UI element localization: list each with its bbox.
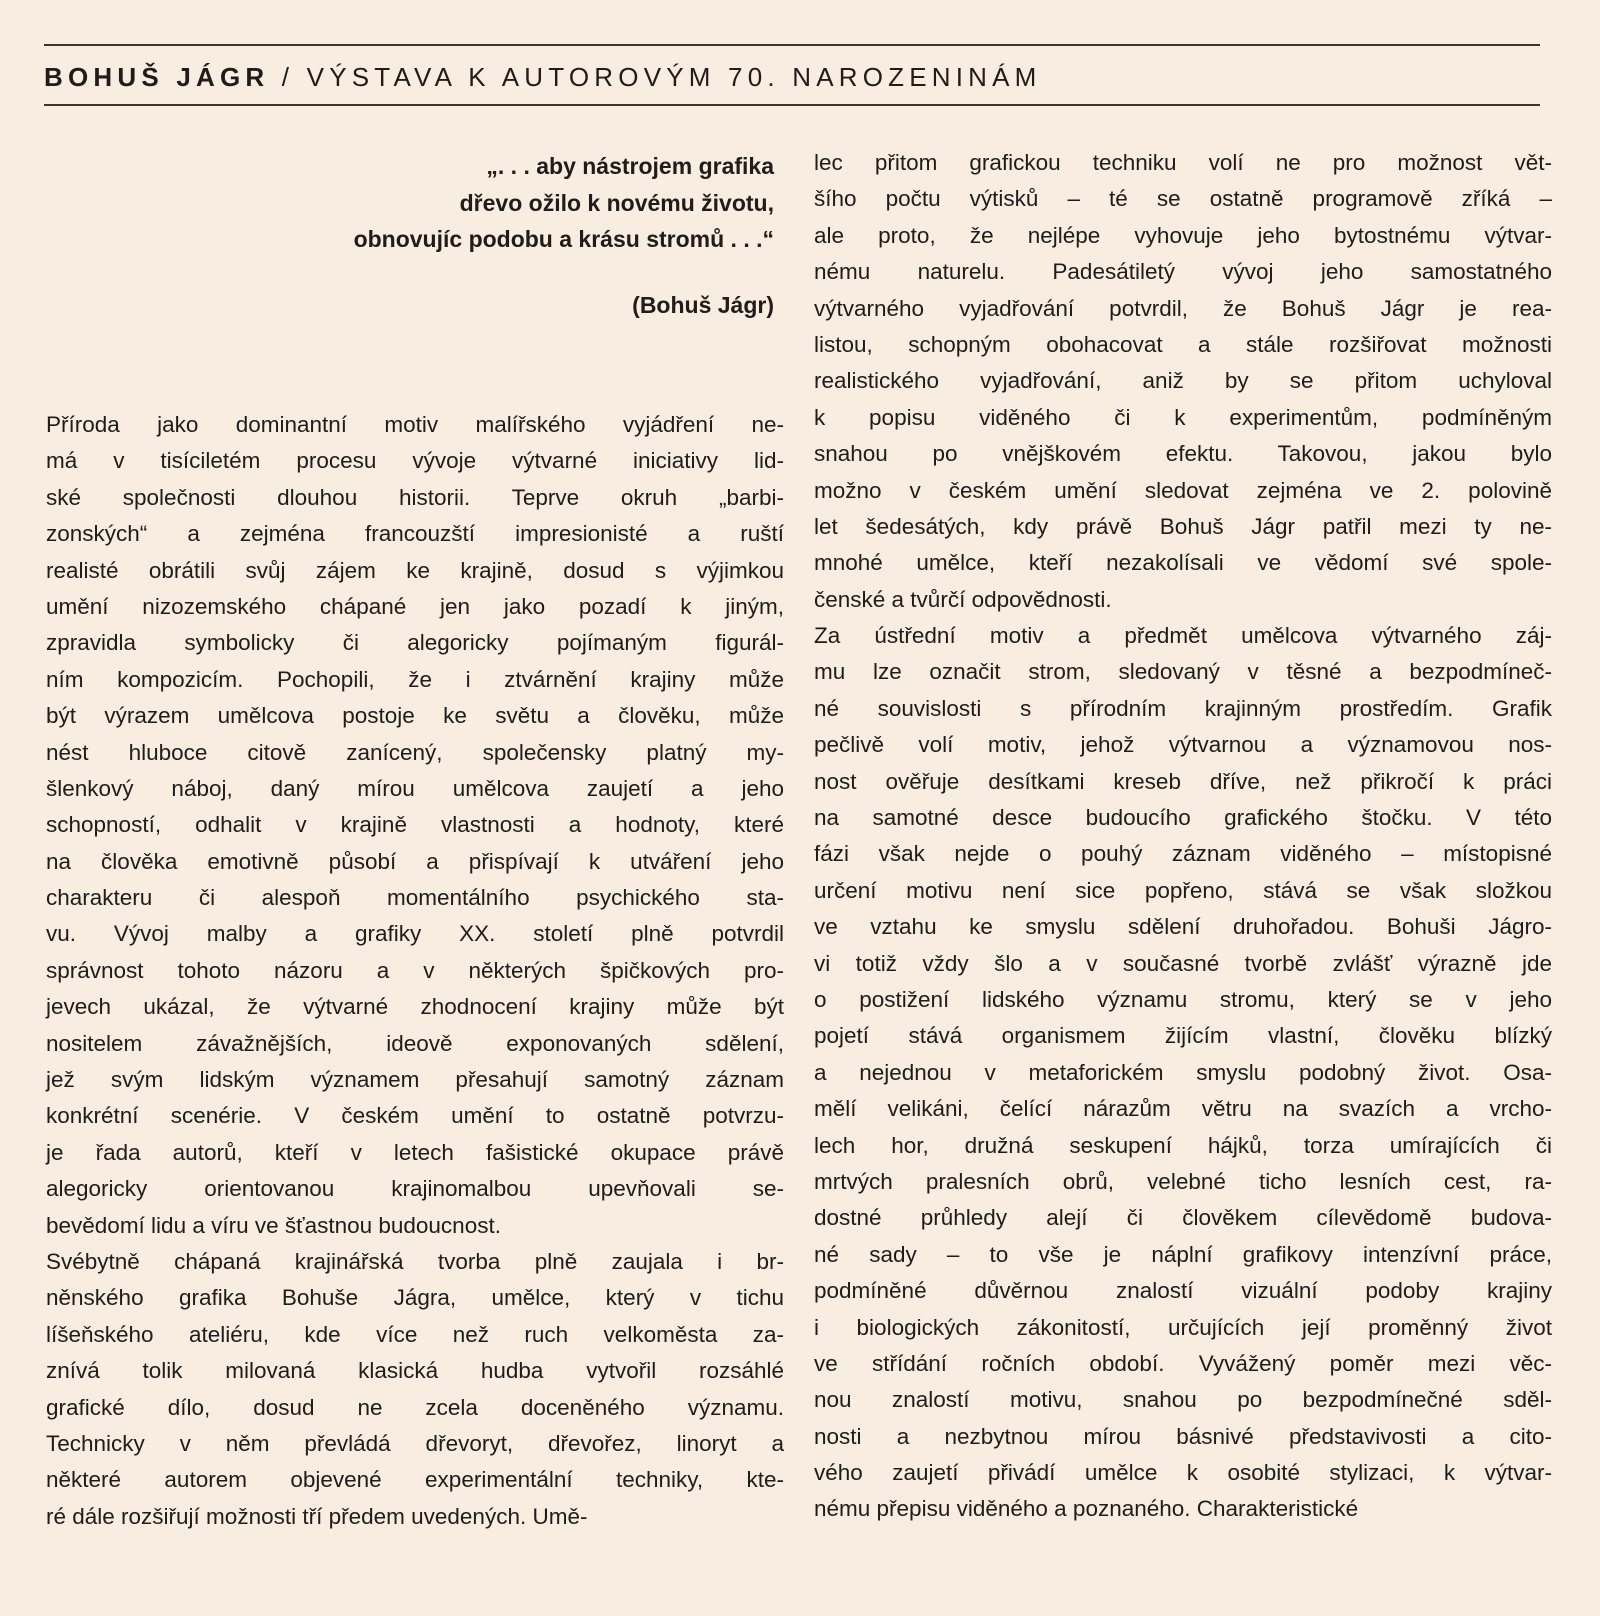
quote-line: obnovujíc podobu a krásu stromů . . .“ bbox=[353, 226, 774, 252]
text-line: snahou po vnějškovém efektu. Takovou, jakou bylo bbox=[814, 441, 1552, 467]
header-rule-top bbox=[44, 44, 1540, 46]
text-line: na člověka emotivně působí a přispívají k utváření jeho bbox=[46, 848, 784, 874]
quote-attribution: (Bohuš Jágr) bbox=[632, 292, 774, 318]
text-line: šího počtu výtisků – té se ostatně programově zříká – bbox=[814, 186, 1552, 212]
text-line: mělí velikáni, čelící nárazům větru na svazích a vrcho- bbox=[814, 1096, 1552, 1122]
text-line: né sady – to vše je náplní grafikovy intenzívní práce, bbox=[814, 1241, 1552, 1267]
text-line: nosti a nezbytnou mírou básnivé představivosti a cito- bbox=[814, 1423, 1552, 1449]
text-line: fázi však nejde o pouhý záznam viděného – místopisné bbox=[814, 841, 1552, 867]
text-line: listou, schopným obohacovat a stále rozšiřovat možnosti bbox=[814, 331, 1552, 357]
text-line: a nejednou v metaforickém smyslu podobný život. Osa- bbox=[814, 1059, 1552, 1085]
text-line: ré dále rozšiřují možnosti tří předem uvedených. Umě- bbox=[46, 1503, 588, 1529]
text-line: ské společnosti dlouhou historii. Teprve okruh „barbi- bbox=[46, 484, 784, 510]
title-author: BOHUŠ JÁGR bbox=[44, 62, 270, 92]
paragraph bbox=[814, 618, 1552, 1528]
text-line: být výrazem umělcova postoje ke světu a člověku, může bbox=[46, 703, 784, 729]
text-line: nést hluboce citově zanícený, společensky platný my- bbox=[46, 739, 784, 765]
quote-line: dřevo ožilo k novému životu, bbox=[459, 189, 774, 216]
text-line: možno v českém umění sledovat zejména ve 2. polovině bbox=[814, 477, 1552, 503]
header-rule-bottom bbox=[44, 104, 1540, 106]
text-line: znívá tolik milovaná klasická hudba vytvořil rozsáhlé bbox=[46, 1358, 784, 1384]
text-line: ve střídání ročních období. Vyvážený poměr mezi věc- bbox=[814, 1350, 1552, 1376]
text-line: dostné průhledy alejí či člověkem cílevědomě budova- bbox=[814, 1205, 1552, 1231]
title-subtitle: VÝSTAVA K AUTOROVÝM 70. NAROZENINÁM bbox=[306, 62, 1042, 92]
text-line: na samotné desce budoucího grafického štočku. V této bbox=[814, 805, 1552, 831]
text-line: let šedesátých, kdy právě Bohuš Jágr patřil mezi ty ne- bbox=[814, 513, 1552, 539]
text-line: vi totiž vždy šlo a v současné tvorbě zvlášť výrazně jde bbox=[814, 950, 1552, 976]
text-line: umění nizozemského chápané jen jako pozadí k jiným, bbox=[46, 593, 784, 619]
paragraph bbox=[814, 145, 1552, 618]
text-line: šlenkový náboj, daný mírou umělcova zaujetí a jeho bbox=[46, 775, 784, 801]
text-line: některé autorem objevené experimentální techniky, kte- bbox=[46, 1467, 784, 1493]
text-line: né souvislosti s přírodním krajinným prostředím. Grafik bbox=[814, 695, 1552, 721]
text-line: Za ústřední motiv a předmět umělcova výtvarného záj- bbox=[814, 623, 1552, 649]
text-line: jevech ukázal, že výtvarné zhodnocení krajiny může být bbox=[46, 994, 784, 1020]
text-line: vého zaujetí přivádí umělce k osobité stylizaci, k výtvar- bbox=[814, 1460, 1552, 1486]
text-line: správnost tohoto názoru a v některých špičkových pro- bbox=[46, 957, 784, 983]
text-line: lech hor, družná seskupení hájků, torza umírajících či bbox=[814, 1132, 1552, 1158]
text-line: mnohé umělce, kteří nezakolísali ve vědomí své spole- bbox=[814, 550, 1552, 576]
text-line: nost ověřuje desítkami kreseb dříve, než přikročí k práci bbox=[814, 768, 1552, 794]
text-line: alegoricky orientovanou krajinomalbou upevňovali se- bbox=[46, 1176, 784, 1202]
text-line: pojetí stává organismem žijícím vlastní, člověku blízký bbox=[814, 1023, 1552, 1049]
text-line: k popisu viděného či k experimentům, podmíněným bbox=[814, 404, 1552, 430]
text-line: ve vztahu ke smyslu sdělení druhořadou. Bohuši Jágro- bbox=[814, 914, 1552, 940]
text-line: je řada autorů, kteří v letech fašistické okupace právě bbox=[46, 1139, 784, 1165]
text-line: mrtvých pralesních obrů, velebné ticho lesních cest, ra- bbox=[814, 1168, 1552, 1194]
text-line: vu. Vývoj malby a grafiky XX. století plně potvrdil bbox=[46, 921, 784, 947]
epigraph-quote bbox=[354, 148, 774, 258]
title-separator: / bbox=[281, 62, 295, 92]
paragraph bbox=[46, 407, 784, 1244]
text-line: něnského grafika Bohuše Jágra, umělce, který v tichu bbox=[46, 1285, 784, 1311]
text-line: nému naturelu. Padesátiletý vývoj jeho samostatného bbox=[814, 259, 1552, 285]
text-column-right bbox=[814, 145, 1552, 1528]
paragraph bbox=[46, 1244, 784, 1535]
text-line: o postižení lidského významu stromu, který se v jeho bbox=[814, 986, 1552, 1012]
text-line: zpravidla symbolicky či alegoricky pojímaným figurál- bbox=[46, 630, 784, 656]
text-line: realisté obrátili svůj zájem ke krajině, dosud s výjimkou bbox=[46, 557, 784, 583]
text-line: jež svým lidským významem přesahují samotný záznam bbox=[46, 1067, 784, 1093]
text-line: Příroda jako dominantní motiv malířského vyjádření ne- bbox=[46, 412, 784, 437]
text-line: líšeňského ateliéru, kde více než ruch velkoměsta za- bbox=[46, 1321, 784, 1347]
text-column-left bbox=[46, 407, 784, 1535]
text-line: schopností, odhalit v krajině vlastnosti a hodnoty, které bbox=[46, 812, 784, 838]
text-line: podmíněné důvěrnou znalostí vizuální podoby krajiny bbox=[814, 1278, 1552, 1304]
text-line: má v tisíciletém procesu vývoje výtvarné iniciativy lid- bbox=[46, 448, 784, 474]
page-title bbox=[44, 62, 1042, 93]
text-line: mu lze označit strom, sledovaný v těsné a bezpodmíneč- bbox=[814, 659, 1552, 685]
text-line: Svébytně chápaná krajinářská tvorba plně zaujala i br- bbox=[46, 1248, 784, 1274]
text-line: lec přitom grafickou techniku volí ne pro možnost vět- bbox=[814, 150, 1552, 175]
text-line: charakteru či alespoň momentálního psychického sta- bbox=[46, 885, 784, 911]
text-line: konkrétní scenérie. V českém umění to ostatně potvrzu- bbox=[46, 1103, 784, 1129]
text-line: zonských“ a zejména francouzští impresionisté a ruští bbox=[46, 521, 784, 547]
text-line: grafické dílo, dosud ne zcela doceněného významu. bbox=[46, 1394, 784, 1420]
text-line: Technicky v něm převládá dřevoryt, dřevořez, linoryt a bbox=[46, 1430, 784, 1456]
text-line: ním kompozicím. Pochopili, že i ztvárnění krajiny může bbox=[46, 666, 784, 692]
text-line: čenské a tvůrčí odpovědnosti. bbox=[814, 586, 1112, 612]
text-line: nou znalostí motivu, snahou po bezpodmínečné sděl- bbox=[814, 1387, 1552, 1413]
text-line: realistického vyjadřování, aniž by se přitom uchyloval bbox=[814, 368, 1552, 394]
text-line: pečlivě volí motiv, jehož výtvarnou a významovou nos- bbox=[814, 732, 1552, 758]
text-line: i biologických zákonitostí, určujících její proměnný život bbox=[814, 1314, 1552, 1340]
quote-line: „. . . aby nástrojem grafika bbox=[486, 153, 774, 179]
text-line: bevědomí lidu a víru ve šťastnou budoucnost. bbox=[46, 1212, 501, 1238]
text-line: nositelem závažnějších, ideově exponovaných sdělení, bbox=[46, 1030, 784, 1056]
text-line: ale proto, že nejlépe vyhovuje jeho bytostnému výtvar- bbox=[814, 222, 1552, 248]
text-line: určení motivu není sice popřeno, stává se však složkou bbox=[814, 877, 1552, 903]
text-line: nému přepisu viděného a poznaného. Charakteristické bbox=[814, 1496, 1359, 1522]
text-line: výtvarného vyjadřování potvrdil, že Bohuš Jágr je rea- bbox=[814, 295, 1552, 321]
